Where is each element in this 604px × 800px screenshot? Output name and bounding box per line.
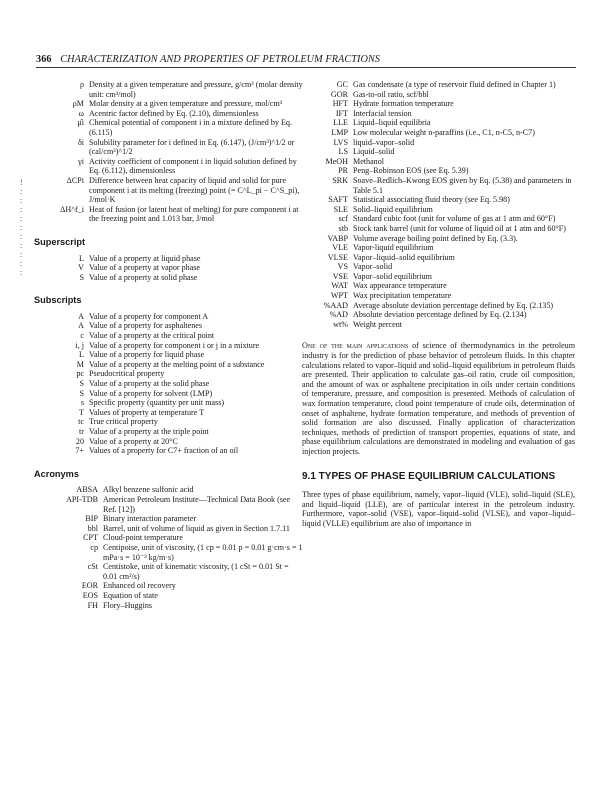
definition-row (36, 581, 304, 591)
definition-symbol: SAFT (328, 195, 348, 205)
definition-text: Gas condensate (a type of reservoir fluid defined in Chapter 1) (353, 80, 556, 89)
definition-symbol: VLE (332, 243, 348, 253)
definition-symbol: GC (336, 80, 348, 89)
definition-symbol: MeOH (325, 156, 348, 166)
definition-row (36, 360, 304, 370)
definition-row (302, 224, 575, 234)
definition-text: Standard cubic foot (unit for volume of gas at 1 atm and 60°F) (353, 214, 556, 224)
definition-row (36, 321, 304, 331)
definition-text: Absolute deviation percentage defined by Eq. (2.134) (353, 310, 527, 320)
definition-symbol: LMP (331, 127, 348, 137)
definition-symbol: i, j (75, 340, 84, 350)
definition-symbol: tc (78, 417, 84, 427)
definition-row (36, 485, 304, 495)
definition-symbol: tr (79, 427, 84, 436)
definition-text: Vapor–solid (353, 262, 393, 272)
definition-text: Liquid–solid (353, 147, 395, 157)
definition-text: Statistical associating fluid theory (see Eq. 5.98) (353, 195, 510, 205)
definition-row (36, 205, 304, 224)
definition-text: Specific property (quantity per unit mass) (89, 398, 225, 408)
definition-text: Gas-to-oil ratio, scf/bbl (353, 89, 429, 99)
definition-text: Equation of state (103, 590, 158, 600)
definition-symbol: EOS (82, 590, 98, 600)
definition-symbol: ΔH^f_i (60, 204, 84, 214)
definition-symbol: V (78, 263, 84, 273)
definition-symbol: VS (337, 262, 348, 272)
definition-row (302, 157, 575, 167)
definition-row (36, 591, 304, 601)
right-column (302, 80, 575, 528)
definition-row (302, 138, 575, 148)
definition-symbol: API-TDB (66, 494, 98, 504)
definition-text: Value of a property at solid phase (89, 272, 198, 282)
definition-symbol: HFT (332, 99, 348, 109)
definition-row (302, 281, 575, 291)
definition-symbol: μ̂i (77, 118, 84, 128)
definition-symbol: ρM (72, 99, 84, 109)
definition-text: Wax precipitation temperature (353, 291, 452, 301)
definition-row (36, 437, 304, 447)
definition-row (36, 408, 304, 418)
superscript-list (36, 254, 304, 283)
definition-symbol: FH (87, 600, 98, 610)
definition-text: Liquid–liquid equilibria (353, 118, 431, 128)
definition-symbol: A (78, 321, 84, 331)
definition-row (36, 109, 304, 119)
definition-symbol: BIP (85, 514, 98, 524)
definition-row (36, 138, 304, 157)
greek-symbol-list (36, 80, 304, 224)
definition-text: Value of a property for component i or j in a mixture (89, 340, 260, 350)
definition-symbol: 7+ (75, 446, 84, 456)
definition-text: Centistoke, unit of kinematic viscosity, (1 cSt = 0.01 St = 0.01 cm²/s) (103, 562, 289, 581)
definition-row (36, 417, 304, 427)
subscripts-heading: Subscripts (34, 295, 82, 306)
definition-symbol: LS (338, 147, 348, 157)
definition-row (36, 176, 304, 205)
definition-symbol: WAT (331, 281, 348, 291)
definition-row (302, 195, 575, 205)
definition-text: Cloud-point temperature (103, 533, 183, 543)
definition-text: Value of a property at the triple point (89, 427, 209, 436)
definition-row (302, 128, 575, 138)
definition-text: Binary interaction parameter (103, 514, 197, 524)
running-title: CHARACTERIZATION AND PROPERTIES OF PETROLEUM FRACTIONS (60, 54, 381, 65)
definition-symbol: S (79, 388, 84, 398)
acronym-list-left (36, 485, 304, 610)
definition-text: American Petroleum Institute—Technical Data Book (see Ref. [12]) (103, 494, 291, 514)
definition-text: Acentric factor defined by Eq. (2.10), dimensionless (89, 108, 259, 118)
definition-symbol: VLSE (327, 252, 348, 262)
definition-symbol: %AD (329, 310, 348, 320)
definition-symbol: LVS (333, 137, 348, 147)
left-column (36, 80, 304, 610)
definition-row (36, 562, 304, 581)
definition-symbol: IFT (335, 108, 348, 118)
definition-symbol: SLE (333, 204, 348, 214)
superscript-heading: Superscript (34, 236, 86, 247)
definition-text: Value of a property for liquid phase (89, 350, 205, 360)
definition-text: Molar density at a given temperature and pressure, mol/cm³ (89, 99, 283, 109)
definition-text: Value of a property at vapor phase (89, 263, 201, 273)
definition-row (36, 543, 304, 562)
acronym-list-right (302, 80, 575, 329)
definition-row (302, 80, 575, 90)
definition-symbol: ω (78, 108, 84, 118)
definition-row (36, 398, 304, 408)
definition-symbol: CPT (83, 533, 98, 543)
definition-row (302, 272, 575, 282)
definition-row (36, 99, 304, 109)
definition-text: Soave–Redlich–Kwong EOS given by Eq. (5.38) and parameters in Table 5.1 (353, 175, 572, 195)
definition-text: Stock tank barrel (unit for volume of liquid oil at 1 atm and 60°F) (353, 223, 566, 233)
definition-text: Value of a property at the solid phase (89, 379, 210, 389)
definition-row (302, 320, 575, 330)
definition-text: Vapor-liquid equilibrium (353, 243, 434, 253)
definition-text: Value of a property at the critical point (89, 331, 215, 341)
definition-row (36, 533, 304, 543)
definition-text: Low molecular weight n-paraffins (i.e., C1, n-C5, n-C7) (353, 127, 535, 137)
definition-row (36, 331, 304, 341)
definition-row (302, 109, 575, 119)
page-number: 366 (36, 54, 52, 65)
definition-row (36, 157, 304, 176)
definition-row (36, 80, 304, 99)
definition-row (36, 273, 304, 283)
definition-text: Value of a property at 20°C (89, 436, 178, 446)
definition-text: Value of a property for solvent (LMP) (89, 388, 213, 398)
section-paragraph: Three types of phase equilibrium, namely, vapor–liquid (VLE), solid–liquid (SLE), and liquid–liquid (LLE), are of particular interest in the petroleum industry. Furthermore, vapor–solid (VSE), vapor–liquid–solid (VLSE), and vapor–liquid–liquid (VLLE) equilibrium are also of importance in (302, 490, 575, 528)
definition-row (36, 389, 304, 399)
definition-text: Value of a property at liquid phase (89, 253, 201, 263)
acronyms-heading: Acronyms (34, 468, 79, 479)
definition-text: Volume average boiling point defined by Eq. (3.3). (353, 233, 518, 243)
definition-text: Wax appearance temperature (353, 281, 447, 291)
definition-row (302, 166, 575, 176)
definition-symbol: M (76, 359, 84, 369)
definition-row (302, 310, 575, 320)
definition-row (36, 254, 304, 264)
definition-symbol: cp (90, 542, 98, 552)
definition-symbol: PR (338, 166, 348, 176)
definition-row (302, 147, 575, 157)
definition-row (302, 90, 575, 100)
definition-symbol: s (80, 398, 84, 408)
definition-text: Weight percent (353, 319, 403, 329)
definition-row (302, 291, 575, 301)
definition-text: Peng–Robinson EOS (see Eq. 5.39) (353, 166, 469, 176)
definition-text: Activity coefficient of component i in liquid solution defined by Eq. (6.112), dimensionless (89, 156, 297, 176)
margin-marks: ! : : : : : : : : : : (20, 178, 23, 277)
definition-text: Values of property at temperature T (89, 407, 205, 417)
definition-row (302, 118, 575, 128)
definition-text: Solid–liquid equilibrium (353, 204, 433, 214)
definition-row (302, 234, 575, 244)
definition-row (302, 262, 575, 272)
definition-symbol: δi (77, 137, 84, 147)
definition-text: True critical property (89, 417, 158, 427)
definition-text: Solubility parameter for i defined in Eq. (6.147), (J/cm³)^1/2 or (cal/cm³)^1/2 (89, 137, 295, 157)
definition-row (36, 369, 304, 379)
definition-text: Value of a property at the melting point of a substance (89, 359, 265, 369)
definition-symbol: L (79, 350, 84, 360)
definition-row (302, 99, 575, 109)
definition-text: Pseudocritical property (89, 369, 165, 379)
definition-text: Vapor–liquid–solid equilibrium (353, 252, 455, 262)
definition-text: Alkyl benzene sulfonic acid (103, 485, 194, 495)
definition-text: Hydrate formation temperature (353, 99, 454, 109)
definition-text: Values of a property for C7+ fraction of an oil (89, 446, 239, 456)
definition-row (36, 350, 304, 360)
definition-symbol: ΔCPi (66, 175, 84, 185)
definition-row (36, 524, 304, 534)
definition-symbol: A (78, 311, 84, 321)
subscript-list (36, 312, 304, 456)
intro-lead: One of the main applications (302, 341, 409, 351)
definition-row (36, 495, 304, 514)
definition-symbol: ρ (79, 80, 84, 89)
section-title: 9.1 TYPES OF PHASE EQUILIBRIUM CALCULATIONS (302, 470, 556, 482)
definition-text: Heat of fusion (or latent heat of melting) for pure component i at the freezing point and 1.013 bar, J/mol (89, 204, 299, 224)
definition-row (36, 601, 304, 611)
definition-row (36, 118, 304, 137)
definition-symbol: scf (338, 214, 348, 224)
definition-text: Interfacial tension (353, 108, 412, 118)
definition-symbol: 20 (75, 436, 84, 446)
definition-row (36, 514, 304, 524)
definition-text: Barrel, unit of volume of liquid as given in Section 1.7.11 (103, 523, 290, 533)
definition-symbol: bbl (87, 523, 98, 533)
definition-row (302, 205, 575, 215)
definition-row (36, 263, 304, 273)
definition-symbol: T (79, 407, 84, 417)
definition-symbol: EOR (81, 581, 98, 591)
definition-symbol: L (79, 253, 84, 263)
definition-text: Methanol (353, 156, 385, 166)
definition-symbol: ABSA (76, 485, 98, 495)
definition-text: Enhanced oil recovery (103, 581, 176, 591)
definition-symbol: S (79, 272, 84, 282)
definition-symbol: γi (78, 156, 84, 166)
definition-symbol: LLE (333, 118, 348, 128)
definition-text: Centipoise, unit of viscosity, (1 cp = 0.01 p = 0.01 g·cm·s = 1 mPa·s = 10⁻³ kg/m·s) (103, 542, 303, 562)
definition-row (302, 301, 575, 311)
definition-symbol: WPT (330, 291, 348, 301)
definition-symbol: wt% (333, 319, 348, 329)
definition-text: Difference between heat capacity of liquid and solid for pure component i at its melting (freezing) point (= C^L_pi − C^S_pi), J/mol·K (89, 175, 300, 205)
definition-row (302, 176, 575, 195)
definition-symbol: cSt (87, 562, 98, 572)
definition-row (302, 214, 575, 224)
definition-row (302, 253, 575, 263)
definition-text: Value of a property for asphaltenes (89, 321, 203, 331)
definition-row (36, 427, 304, 437)
definition-text: Average absolute deviation percentage defined by Eq. (2.135) (353, 300, 554, 310)
intro-text: of science of thermodynamics in the petroleum industry is for the prediction of phase behavior of petroleum fluids. In this chapter calculations related to vapor–liquid and solid–liquid equilibrium in petroleum fluids are presented. Their application to calculate gas–oil ratio, crude oil composition, and the amount of wax or asphaltene precipitation in oils under certain conditions of temperature, pressure, and composition is presented. Methods of calculation of wax formation temperature, cloud point temperature of crude oils, determination of onset of asphaltene, hydrate formation temperature, and methods of prevention of solid formation are also discussed. Finally application of characterization techniques, methods of prediction of transport properties, equations of state, and phase equilibrium calculations are demonstrated in modeling and evaluation of gas injection projects. (302, 341, 576, 456)
definition-text: Value of a property for component A (89, 311, 209, 321)
definition-row (36, 312, 304, 322)
definition-symbol: c (80, 331, 84, 341)
definition-symbol: VSE (332, 271, 348, 281)
definition-row (36, 446, 304, 456)
definition-text: Flory–Huggins (103, 600, 153, 610)
definition-symbol: S (79, 379, 84, 389)
definition-symbol: VABP (327, 233, 348, 243)
definition-symbol: GOR (330, 89, 348, 99)
chapter-intro (302, 341, 575, 456)
definition-row (302, 243, 575, 253)
definition-text: Chemical potential of component i in a mixture defined by Eq. (6.115) (89, 118, 292, 137)
definition-symbol: pc (76, 369, 84, 379)
definition-symbol: SRK (332, 175, 348, 185)
definition-text: liquid–vapor–solid (353, 137, 415, 147)
definition-text: Vapor–solid equilibrium (353, 271, 432, 281)
definition-text: Density at a given temperature and pressure, g/cm³ (molar density unit: cm³/mol) (89, 80, 303, 99)
definition-symbol: stb (338, 223, 348, 233)
definition-row (36, 341, 304, 351)
definition-row (36, 379, 304, 389)
running-header (36, 54, 576, 68)
definition-symbol: %AAD (323, 300, 348, 310)
